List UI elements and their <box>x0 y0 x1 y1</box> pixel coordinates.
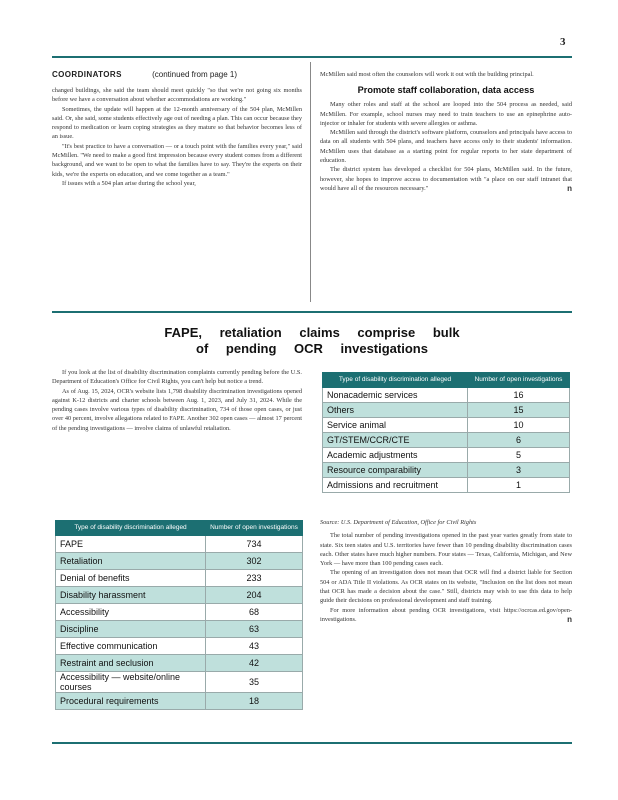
investigation-count-cell: 6 <box>468 433 570 448</box>
table-body <box>56 536 303 710</box>
table-row <box>56 693 303 710</box>
investigation-count-cell: 204 <box>206 587 303 604</box>
column-header-count: Number of open investigations <box>206 521 303 536</box>
discrimination-type-cell: Others <box>323 403 468 418</box>
discrimination-type-cell: Denial of benefits <box>56 570 206 587</box>
table-row <box>323 403 570 418</box>
investigation-count-cell: 16 <box>468 388 570 403</box>
investigation-count-cell: 35 <box>206 672 303 693</box>
fape-right-column <box>320 518 572 624</box>
investigation-count-cell: 18 <box>206 693 303 710</box>
column-header-type: Type of disability discrimination alleged <box>323 373 468 388</box>
table-row <box>323 478 570 493</box>
paragraph: McMillen said through the district's software platform, counselors and principals have access to data on all students with 504 plans, and teachers have access only to their students' information. McMillen uses that database as a starting point for regular reports to her state department of education. <box>320 129 572 165</box>
paragraph: The total number of pending investigations opened in the past year varies greatly from state to state. Six teen states and U.S. territories have fewer than 10 pending disability discrimination cases each. Other states have much higher numbers. Four states — Texas, California, Michigan, and New York — have more than 100 pending cases each. <box>320 532 572 568</box>
subheading: Promote staff collaboration, data access <box>357 85 535 96</box>
table-row <box>323 448 570 463</box>
bottom-rule <box>52 742 572 744</box>
fape-left-column <box>52 368 302 433</box>
discrimination-type-cell: Service animal <box>323 418 468 433</box>
investigations-table-1 <box>55 520 303 710</box>
discrimination-type-cell: Accessibility <box>56 604 206 621</box>
table-row <box>323 388 570 403</box>
discrimination-type-cell: Academic adjustments <box>323 448 468 463</box>
table-row <box>56 655 303 672</box>
discrimination-type-cell: FAPE <box>56 536 206 553</box>
table-source: Source: U.S. Department of Education, Office for Civil Rights <box>320 519 477 526</box>
end-mark: n <box>567 614 572 624</box>
investigation-count-cell: 734 <box>206 536 303 553</box>
table-row <box>56 672 303 693</box>
investigations-table-2 <box>322 372 570 493</box>
section-divider <box>52 311 572 313</box>
column-header-count: Number of open investigations <box>468 373 570 388</box>
article-title <box>52 325 572 357</box>
table-row <box>56 604 303 621</box>
paragraph: If issues with a 504 plan arise during the school year, <box>62 179 196 187</box>
page-number: 3 <box>560 36 566 48</box>
paragraph: The opening of an investigation does not mean that OCR will find a district liable for Section 504 or ADA Title II violations. As OCR states on its website, "Inclusion on the list does not mean that OCR has made a decision about the case." Still, districts may wish to use this data to help guide their decisions on professional development and staff training. <box>320 569 572 605</box>
investigation-count-cell: 5 <box>468 448 570 463</box>
top-rule <box>52 56 572 58</box>
investigation-count-cell: 302 <box>206 553 303 570</box>
title-line-2: of pending OCR investigations <box>196 341 428 356</box>
coordinators-column-1 <box>52 86 302 188</box>
paragraph: If you look at the list of disability discrimination complaints currently pending before the U.S. Department of Education's Office for Civil Rights, you can't help but notice a trend. <box>52 369 302 386</box>
investigation-count-cell: 1 <box>468 478 570 493</box>
paragraph: Many other roles and staff at the school are looped into the 504 process as needed, said McMillen. For example, school nurses may need to train teachers to use an epinephrine auto-injector or inhaler for students with severe allergies or asthma. <box>320 101 572 127</box>
discrimination-type-cell: Effective communication <box>56 638 206 655</box>
table-row <box>323 418 570 433</box>
discrimination-type-cell: Retaliation <box>56 553 206 570</box>
investigation-count-cell: 42 <box>206 655 303 672</box>
table-row <box>56 536 303 553</box>
discrimination-type-cell: Disability harassment <box>56 587 206 604</box>
discrimination-type-cell: Procedural requirements <box>56 693 206 710</box>
paragraph-text: For more information about pending OCR investigations, visit https://ocrcas.ed.gov/open-investigations. <box>320 606 572 623</box>
coordinators-column-2 <box>320 70 572 193</box>
table-row <box>56 587 303 604</box>
investigation-count-cell: 68 <box>206 604 303 621</box>
discrimination-type-cell: GT/STEM/CCR/CTE <box>323 433 468 448</box>
table-header-row <box>56 521 303 536</box>
paragraph: "It's best practice to have a conversation — or a touch point with the families every year," said McMillen. "We need to make a good first impression because every student comes from a different background, and we want to be open to what the families have to say. They're the experts on their kids, we're the experts on education, and we come together as a team." <box>52 142 302 178</box>
table-row <box>323 433 570 448</box>
paragraph: As of Aug. 15, 2024, OCR's website lists 1,798 disability discrimination investigations opened against K-12 districts and charter schools between Aug. 1, 2023, and July 31, 2024. While the pending cases involve various types of disability discrimination, 734 of those open cases, or just over 40 percent, involve allegations related to FAPE. Another 302 open cases — almost 17 percent of the pending investigations — involve claims of unlawful retaliation. <box>52 387 302 432</box>
paragraph: Sometimes, the update will happen at the 12-month anniversary of the 504 plan, McMillen said. Or, she said, some students effectively age out of needing a plan. This can occur because they respond to medication or learn coping strategies as they mature so that behavior becomes less of an issue. <box>52 105 302 141</box>
discrimination-type-cell: Restraint and seclusion <box>56 655 206 672</box>
table-row <box>56 553 303 570</box>
table-body <box>323 388 570 493</box>
paragraph: changed buildings, she said the team should meet quickly "so that we're not going six months before we have a conversation about whether accommodations are working." <box>52 87 302 104</box>
column-header-type: Type of disability discrimination alleged <box>56 521 206 536</box>
section-label: COORDINATORS <box>52 70 122 79</box>
investigation-count-cell: 3 <box>468 463 570 478</box>
paragraph <box>320 606 572 625</box>
end-mark: n <box>567 183 572 193</box>
coordinators-heading <box>52 70 237 79</box>
table-row <box>56 621 303 638</box>
investigation-count-cell: 43 <box>206 638 303 655</box>
discrimination-type-cell: Accessibility — website/online courses <box>56 672 206 693</box>
discrimination-type-cell: Discipline <box>56 621 206 638</box>
table-row <box>56 570 303 587</box>
investigation-count-cell: 15 <box>468 403 570 418</box>
column-divider <box>310 62 311 302</box>
discrimination-type-cell: Nonacademic services <box>323 388 468 403</box>
paragraph-text: The district system has developed a checklist for 504 plans, McMillen said. In the future, however, she hopes to improve access to documentation with "a place on our staff intranet that would have all of the resources necessary." <box>320 166 572 192</box>
table-row <box>56 638 303 655</box>
paragraph: McMillen said most often the counselors will work it out with the building principal. <box>320 71 534 78</box>
discrimination-type-cell: Resource comparability <box>323 463 468 478</box>
continued-note: (continued from page 1) <box>152 70 238 79</box>
table-row <box>323 463 570 478</box>
discrimination-type-cell: Admissions and recruitment <box>323 478 468 493</box>
investigation-count-cell: 63 <box>206 621 303 638</box>
table-header-row <box>323 373 570 388</box>
investigation-count-cell: 233 <box>206 570 303 587</box>
investigation-count-cell: 10 <box>468 418 570 433</box>
title-line-1: FAPE, retaliation claims comprise bulk <box>164 325 460 340</box>
paragraph <box>320 165 572 193</box>
